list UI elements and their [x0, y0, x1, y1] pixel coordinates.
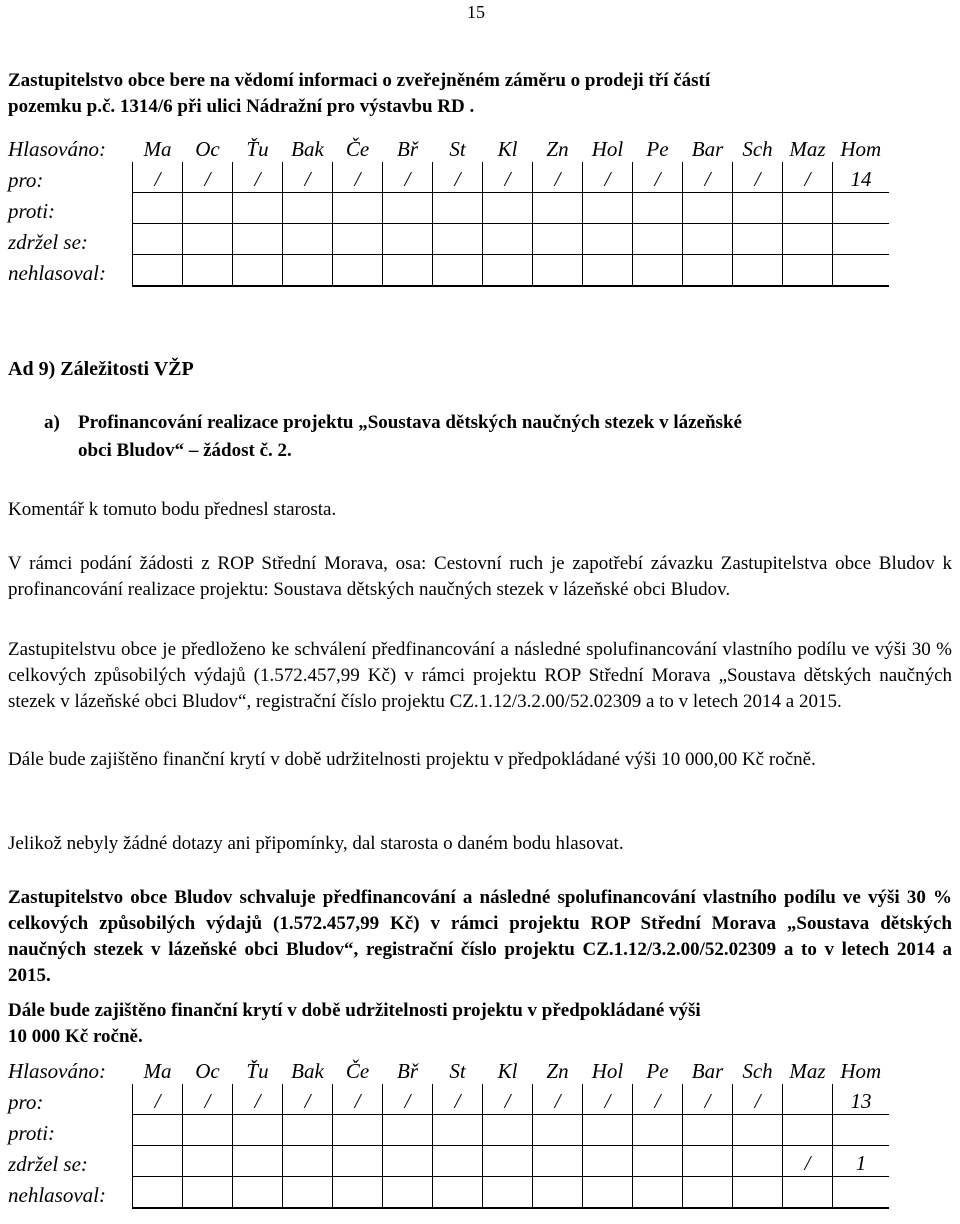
vote-mark-cell: [383, 193, 433, 224]
vote-mark-cell: [783, 1177, 833, 1209]
vote-row-label: nehlasoval:: [8, 1183, 106, 1207]
vote-mark-cell: [133, 1177, 183, 1209]
vote-mark-cell: [383, 1177, 433, 1209]
vote-mark-cell: [483, 1177, 533, 1209]
vote-mark-cell: /: [483, 162, 533, 193]
vote-mark-cell: [283, 255, 333, 287]
member-initials: Hol: [591, 137, 624, 161]
vote-mark-cell: [133, 193, 183, 224]
vote-mark-cell: [533, 1177, 583, 1209]
vote-row: [6, 162, 889, 193]
vote-row-label: proti:: [8, 1120, 56, 1145]
vote-mark-cell: [533, 1146, 583, 1177]
vote-mark-cell: [533, 193, 583, 224]
vote-mark-cell: [333, 1115, 383, 1146]
member-initials: Kl: [497, 137, 518, 161]
vote-mark-cell: [583, 193, 633, 224]
vote-mark-cell: /: [183, 1084, 233, 1115]
vote-mark-cell: [383, 1146, 433, 1177]
member-initials: Hom: [840, 1059, 882, 1083]
item-title-line-1: Profinancování realizace projektu „Soustava dětských naučných stezek v lázeňské: [78, 412, 742, 433]
intro-statement: [8, 68, 952, 120]
member-initials: Bř: [397, 1059, 418, 1083]
intro-line-2: pozemku p.č. 1314/6 při ulici Nádražní pro výstavbu RD .: [8, 96, 475, 117]
vote-total-cell: 13: [833, 1084, 890, 1115]
vote-mark-cell: /: [283, 1084, 333, 1115]
vote-mark-cell: [683, 255, 733, 287]
vote-mark-cell: [633, 255, 683, 287]
vote-mark-cell: /: [583, 162, 633, 193]
vote-mark-cell: [533, 255, 583, 287]
member-initials: Ťu: [246, 137, 269, 161]
vote-mark-cell: [433, 255, 483, 287]
vote-row-label: pro:: [8, 1089, 44, 1114]
vote-mark-cell: [133, 224, 183, 255]
vote-mark-cell: [733, 255, 783, 287]
member-initials: Ma: [143, 137, 172, 161]
vote-mark-cell: [433, 224, 483, 255]
vote-mark-cell: /: [133, 162, 183, 193]
vote-mark-cell: [633, 1146, 683, 1177]
resolution-line-1: Dále bude zajištěno finanční krytí v době udržitelnosti projektu v předpokládané výši: [8, 1000, 701, 1021]
vote-mark-cell: [433, 1146, 483, 1177]
page-number: 15: [467, 2, 485, 22]
vote-table-1: [6, 132, 889, 287]
vote-mark-cell: /: [233, 1084, 283, 1115]
vote-mark-cell: [683, 1115, 733, 1146]
vote-mark-cell: /: [333, 162, 383, 193]
member-initials: Maz: [789, 137, 826, 161]
vote-header-row: [6, 1054, 889, 1084]
member-initials: Če: [345, 137, 370, 161]
vote-mark-cell: /: [283, 162, 333, 193]
vote-mark-cell: [183, 1146, 233, 1177]
member-initials: Maz: [789, 1059, 826, 1083]
member-initials: Oc: [195, 137, 220, 161]
vote-mark-cell: [783, 255, 833, 287]
vote-mark-cell: /: [383, 1084, 433, 1115]
vote-total-cell: 1: [833, 1146, 890, 1177]
vote-mark-cell: /: [333, 1084, 383, 1115]
member-initials: Bar: [691, 137, 724, 161]
vote-mark-cell: [433, 1177, 483, 1209]
vote-mark-cell: [483, 193, 533, 224]
vote-mark-cell: [583, 1177, 633, 1209]
resolution-line-2: 10 000 Kč ročně.: [8, 1026, 143, 1047]
vote-mark-cell: [333, 224, 383, 255]
vote-mark-cell: [683, 1177, 733, 1209]
vote-mark-cell: [583, 1115, 633, 1146]
vote-mark-cell: [133, 1115, 183, 1146]
vote-mark-cell: [683, 193, 733, 224]
vote-mark-cell: [183, 224, 233, 255]
vote-mark-cell: [283, 1115, 333, 1146]
member-initials: Sch: [742, 1059, 773, 1083]
vote-row-label: pro:: [8, 167, 44, 192]
vote-mark-cell: [333, 193, 383, 224]
vote-mark-cell: [183, 1177, 233, 1209]
vote-mark-cell: /: [483, 1084, 533, 1115]
vote-total-cell: [833, 1115, 890, 1146]
vote-mark-cell: [633, 193, 683, 224]
vote-mark-cell: /: [383, 162, 433, 193]
vote-mark-cell: [533, 1115, 583, 1146]
vote-row: [6, 1177, 889, 1209]
vote-row: [6, 193, 889, 224]
vote-mark-cell: /: [583, 1084, 633, 1115]
vote-mark-cell: /: [783, 1146, 833, 1177]
vote-mark-cell: [733, 1115, 783, 1146]
vote-mark-cell: [183, 1115, 233, 1146]
item-letter: a): [44, 412, 60, 433]
vote-mark-cell: [683, 1146, 733, 1177]
member-initials: Če: [345, 1059, 370, 1083]
vote-mark-cell: [233, 193, 283, 224]
vote-mark-cell: [783, 224, 833, 255]
body-paragraph-2: Zastupitelstvu obce je předloženo ke schválení předfinancování a následné spolufinancování vlastního podílu ve výši 30 % celkových způsobilých výdajů (1.572.457,99 Kč) v rámci projektu ROP Střední Morava „Soustava dětských naučných stezek v lázeňské obci Bludov“, registrační číslo projektu CZ.1.12/3.2.00/52.02309 a to v letech 2014 a 2015.: [8, 639, 952, 712]
member-initials: Zn: [546, 137, 569, 161]
vote-mark-cell: [133, 255, 183, 287]
vote-row: [6, 255, 889, 287]
vote-mark-cell: /: [683, 1084, 733, 1115]
vote-total-cell: [833, 1177, 890, 1209]
member-initials: Bak: [291, 137, 324, 161]
vote-mark-cell: [783, 1084, 833, 1115]
vote-mark-cell: /: [633, 162, 683, 193]
vote-mark-cell: /: [683, 162, 733, 193]
vote-mark-cell: [533, 224, 583, 255]
vote-mark-cell: /: [133, 1084, 183, 1115]
vote-mark-cell: /: [233, 162, 283, 193]
vote-mark-cell: [733, 1146, 783, 1177]
vote-mark-cell: [733, 193, 783, 224]
vote-mark-cell: [233, 1177, 283, 1209]
vote-row-label: zdržel se:: [8, 1151, 88, 1176]
vote-mark-cell: [283, 224, 333, 255]
vote-mark-cell: [783, 193, 833, 224]
vote-mark-cell: [683, 224, 733, 255]
vote-mark-cell: [283, 1146, 333, 1177]
vote-mark-cell: [583, 224, 633, 255]
member-initials: St: [449, 137, 466, 161]
vote-mark-cell: /: [783, 162, 833, 193]
vote-header-label: Hlasováno:: [8, 1059, 106, 1083]
vote-mark-cell: [483, 224, 533, 255]
body-paragraph-3: Dále bude zajištěno finanční krytí v době udržitelnosti projektu v předpokládané výši 10 000,00 Kč ročně.: [8, 749, 816, 770]
vote-mark-cell: [733, 224, 783, 255]
body-paragraph-1: V rámci podání žádosti z ROP Střední Morava, osa: Cestovní ruch je zapotřebí závazku Zastupitelstva obce Bludov k profinancování realizace projektu: Soustava dětských naučných stezek v lázeňské obci Bludov.: [8, 553, 952, 600]
vote-mark-cell: [383, 255, 433, 287]
member-initials: St: [449, 1059, 466, 1083]
vote-mark-cell: [633, 224, 683, 255]
vote-mark-cell: /: [533, 162, 583, 193]
vote-mark-cell: [233, 1146, 283, 1177]
intro-line-1: Zastupitelstvo obce bere na vědomí informaci o zveřejněném záměru o prodeji tří částí: [8, 70, 711, 91]
member-initials: Ma: [143, 1059, 172, 1083]
member-initials: Pe: [646, 137, 669, 161]
vote-row-label: nehlasoval:: [8, 261, 106, 285]
vote-mark-cell: [633, 1115, 683, 1146]
vote-mark-cell: [633, 1177, 683, 1209]
vote-mark-cell: [483, 1146, 533, 1177]
vote-mark-cell: /: [733, 162, 783, 193]
resolution-paragraph-1: Zastupitelstvo obce Bludov schvaluje předfinancování a následné spolufinancování vlastního podílu ve výši 30 % celkových způsobilých výdajů (1.572.457,99 Kč) v rámci projektu ROP Střední Morava „Soustava dětských naučných stezek v lázeňské obci Bludov“, registrační číslo projektu CZ.1.12/3.2.00/52.02309 a to v letech 2014 a 2015.: [8, 887, 952, 986]
vote-mark-cell: [433, 1115, 483, 1146]
vote-mark-cell: [283, 1177, 333, 1209]
vote-mark-cell: [783, 1115, 833, 1146]
vote-mark-cell: [183, 255, 233, 287]
vote-row: [6, 1084, 889, 1115]
vote-mark-cell: /: [533, 1084, 583, 1115]
member-initials: Bř: [397, 137, 418, 161]
section-heading: Ad 9) Záležitosti VŽP: [8, 358, 194, 380]
vote-header-row: [6, 132, 889, 162]
vote-row-label: proti:: [8, 198, 56, 223]
vote-mark-cell: /: [433, 162, 483, 193]
member-initials: Bak: [291, 1059, 324, 1083]
vote-mark-cell: [383, 1115, 433, 1146]
vote-mark-cell: [433, 193, 483, 224]
vote-total-cell: [833, 224, 890, 255]
member-initials: Hom: [840, 137, 882, 161]
vote-row: [6, 1146, 889, 1177]
resolution-paragraph-2: [8, 998, 952, 1050]
member-initials: Hol: [591, 1059, 624, 1083]
vote-row-label: zdržel se:: [8, 229, 88, 254]
member-initials: Oc: [195, 1059, 220, 1083]
vote-total-cell: [833, 193, 890, 224]
vote-table-2: [6, 1054, 889, 1209]
vote-total-cell: [833, 255, 890, 287]
vote-row: [6, 224, 889, 255]
item-title-line-2: obci Bludov“ – žádost č. 2.: [78, 440, 292, 461]
vote-mark-cell: [733, 1177, 783, 1209]
vote-mark-cell: /: [733, 1084, 783, 1115]
no-questions-line: Jelikož nebyly žádné dotazy ani připomínky, dal starosta o daném bodu hlasovat.: [8, 833, 624, 854]
member-initials: Ťu: [246, 1059, 269, 1083]
vote-mark-cell: [333, 1177, 383, 1209]
vote-header-label: Hlasováno:: [8, 137, 106, 161]
vote-mark-cell: [233, 255, 283, 287]
vote-mark-cell: [583, 1146, 633, 1177]
vote-mark-cell: [183, 193, 233, 224]
comment-line: Komentář k tomuto bodu přednesl starosta.: [8, 499, 337, 520]
vote-mark-cell: /: [433, 1084, 483, 1115]
vote-mark-cell: [583, 255, 633, 287]
vote-mark-cell: /: [633, 1084, 683, 1115]
vote-total-cell: 14: [833, 162, 890, 193]
member-initials: Zn: [546, 1059, 569, 1083]
vote-mark-cell: [333, 1146, 383, 1177]
vote-mark-cell: [383, 224, 433, 255]
vote-mark-cell: [483, 1115, 533, 1146]
agenda-item-a: [44, 409, 954, 465]
member-initials: Bar: [691, 1059, 724, 1083]
vote-mark-cell: [233, 224, 283, 255]
vote-mark-cell: /: [183, 162, 233, 193]
vote-mark-cell: [483, 255, 533, 287]
member-initials: Pe: [646, 1059, 669, 1083]
vote-mark-cell: [333, 255, 383, 287]
member-initials: Kl: [497, 1059, 518, 1083]
vote-mark-cell: [283, 193, 333, 224]
vote-mark-cell: [133, 1146, 183, 1177]
vote-mark-cell: [233, 1115, 283, 1146]
vote-row: [6, 1115, 889, 1146]
member-initials: Sch: [742, 137, 773, 161]
